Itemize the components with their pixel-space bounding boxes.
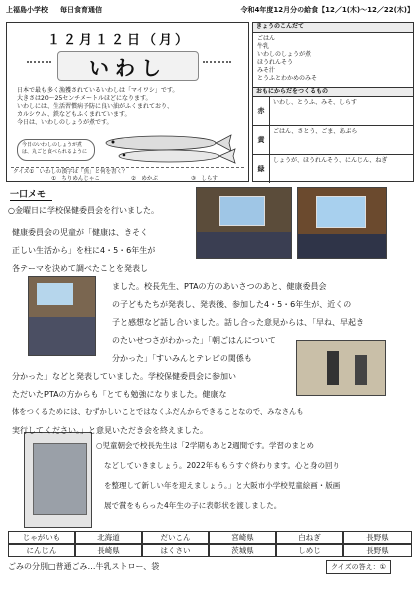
memo-line: の子どもたちが発表し、発表後、参加した4・5・6年生が、近くの — [112, 300, 352, 309]
memo-title: 一口メモ — [10, 187, 52, 201]
sardine-illustration — [99, 131, 244, 165]
origin-place: 茨城県 — [209, 544, 276, 557]
origin-row — [8, 544, 412, 557]
memo-second-line: 展で賞をもらった4年生の子に表彰状を渡しました。 — [104, 501, 282, 510]
nutrition-label: 緑 — [253, 155, 270, 183]
header — [4, 4, 416, 18]
memo-line: ました。校長先生、PTAの方のあいさつのあと、健康委員会 — [112, 282, 327, 291]
quiz-option-2: ② めかぶ — [131, 176, 158, 182]
memo-line: 分かった」などと発表していました。学校保健委員会に参加い — [12, 372, 236, 381]
memo-line: ただいたPTAの方からも「とても勉強になりました。健康な — [12, 390, 227, 399]
memo-line: ○金曜日に学校保健委員会を行いました。 — [8, 206, 159, 215]
nutrition-label: 黄 — [253, 126, 270, 154]
note-text: 今日のいわしのしょうが煮は、丸ごと食べられるように — [22, 142, 88, 155]
origin-food: だいこん — [142, 531, 209, 544]
memo-line: 分かった」「すいみんとテレビの関係も — [112, 354, 252, 363]
nutrition-row-green — [253, 155, 413, 183]
memo-second-line: などしていきましょう。2022年ももうすぐ終わります。心と身の回り — [104, 461, 340, 470]
origin-row — [8, 531, 412, 544]
photo-students-discussion — [28, 276, 96, 356]
topic-date: １２月１２日（月） — [47, 33, 192, 48]
menu-item: みそ汁 — [257, 67, 276, 74]
nutrition-row-red — [253, 97, 413, 126]
memo-line: 実行してください。」と意見いただき会を終えました。 — [12, 426, 208, 435]
food-title: いわし — [89, 55, 167, 80]
wave-decoration-right — [203, 61, 231, 69]
memo-line: 体をつくるためには、むずかしいことではなくふだんからできることなので、みなさんも — [12, 407, 304, 416]
intro-line: いわしには、生活習慣病予防に良い油がふくまれており、 — [17, 103, 174, 110]
menu-item: ほうれんそう — [257, 59, 294, 66]
origin-food: にんじん — [8, 544, 75, 557]
memo-second-line: を整理して新しい年を迎えましょう。」と大阪市小学校児童絵画・版画 — [104, 481, 341, 490]
menu-item: とうふとわかめのみそ — [257, 75, 318, 82]
quiz-option-3: ③ しらす — [191, 176, 218, 182]
menu-title: きょうのこんだて — [253, 23, 413, 33]
photo-gym-presentation — [196, 187, 292, 259]
nutrition-text: いわし、とうふ、みそ、しらす — [273, 99, 358, 106]
menu-item: 牛乳 — [257, 43, 270, 50]
nutrition-text: しょうが、ほうれんそう、にんじん、ねぎ — [273, 157, 388, 164]
nutrition-title: おもにからだをつくるもの — [253, 87, 413, 97]
origin-place: 北海道 — [75, 531, 142, 544]
school-name: 上福島小学校 — [6, 6, 48, 14]
nutrition-label: 赤 — [253, 97, 270, 125]
menu-panel — [252, 22, 414, 182]
wave-decoration-left — [27, 61, 51, 69]
menu-list — [257, 35, 407, 83]
nutrition-row-yellow — [253, 126, 413, 155]
menu-item: いわしのしょうが煮 — [257, 51, 312, 58]
memo-line: 健康委員会の児童が「健康は、きそく — [12, 228, 148, 237]
origin-food: 白ねぎ — [276, 531, 343, 544]
topic-intro — [17, 87, 245, 127]
memo-line: のたいせつさがわかった」「朝ごはんについて — [112, 336, 276, 345]
intro-line: カルシウム、鉄などもふくまれています。 — [17, 111, 131, 118]
origin-food: じゃがいも — [8, 531, 75, 544]
nutrition-table — [253, 97, 413, 183]
note-bubble — [17, 139, 95, 161]
photo-principal-speech — [296, 340, 386, 396]
bulletin-name: 毎日食育通信 — [60, 6, 102, 14]
food-title-banner — [57, 51, 199, 81]
date-range: 令和4年度12月分の給食【12／1(木)～12／22(木)】 — [240, 6, 414, 14]
origin-place: 長野県 — [343, 544, 412, 557]
intro-line: 日本で最も多く漁獲されているいわしは「マイワシ」です。 — [17, 87, 179, 94]
topic-box — [6, 22, 249, 182]
memo-line: 正しい生活から」を柱に4・5・6年生が — [12, 246, 156, 255]
menu-item: ごはん — [257, 35, 276, 42]
quiz-option-1: ① ちりめんじゃこ — [51, 176, 100, 182]
origin-place: 宮崎県 — [209, 531, 276, 544]
quiz-answer: クイズの答え：① — [326, 560, 391, 574]
origin-place: 長崎県 — [75, 544, 142, 557]
quiz-box — [11, 167, 244, 182]
photo-screen-audience — [297, 187, 387, 259]
origin-food: はくさい — [142, 544, 209, 557]
memo-second-line: ○児童朝会で校長先生は「2学期もあと2週間です。学習のまとめ — [96, 441, 314, 450]
photo-award-artwork — [24, 432, 92, 528]
origin-place: 長野県 — [343, 531, 412, 544]
origin-table — [8, 531, 412, 557]
intro-line: 今日は、いわしのしょうが煮です。 — [17, 119, 113, 126]
intro-line: 大きさは20～25センチメートルほどになります。 — [17, 95, 152, 102]
nutrition-text: ごはん、さとう、ごま、あぶら — [273, 128, 358, 135]
quiz-question: クイズ① いわしの漢字は「魚」と何を書く？ — [13, 169, 128, 175]
origin-food: しめじ — [276, 544, 343, 557]
garbage-note: ごみの分別□普通ごみ…牛乳ストロー、袋 — [8, 562, 160, 571]
memo-line: 子と感想など話し合いました。話し合った意見からは、「早ね、早起き — [112, 318, 364, 327]
memo-line: 各テーマを決めて調べたことを発表し — [12, 264, 148, 273]
